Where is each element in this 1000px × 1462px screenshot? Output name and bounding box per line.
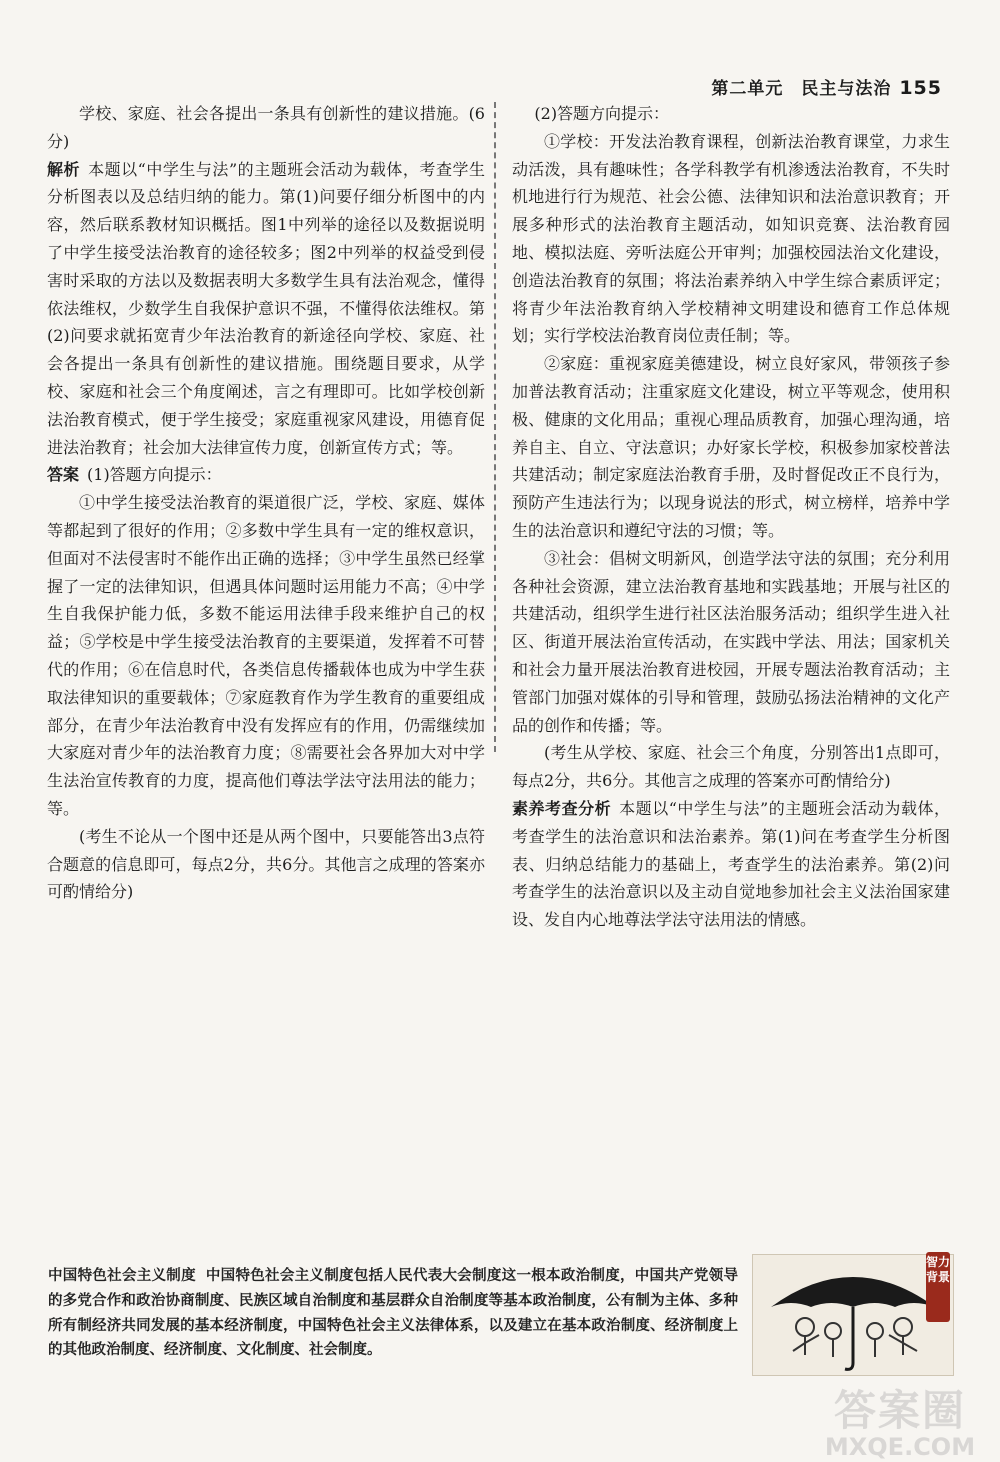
hint-heading: (2)答题方向提示：	[534, 104, 670, 123]
watermark-domain: MXQE.COM	[824, 1433, 976, 1461]
hint-society: ③社会：倡树文明新风，创造学法守法的氛围；充分利用各种社会资源，建立法治教育基地和实践基地；开展与社区的共建活动，组织学生进行社区法治服务活动；组织学生进入社区、街道开展法治宣传活动，在实践中学法、用法；国家机关和社会力量开展法治教育进校园，开展专题法治教育活动；主管部门加强对媒体的引导和管理，鼓励弘扬法治精神的文化产品的创作和传播；等。	[512, 548, 950, 735]
answer-body: ①中学生接受法治教育的渠道很广泛，学校、家庭、媒体等都起到了很好的作用；②多数中学生具有一定的维权意识，但面对不法侵害时不能作出正确的选择；③中学生虽然已经掌握了一定的法律知识，但遇具体问题时运用能力不高；④中学生自我保护能力低，多数不能运用法律手段来维护自己的权益；⑤学校是中学生接受法治教育的主要渠道，发挥着不可替代的作用；⑥在信息时代，各类信息传播载体也成为中学生获取法律知识的重要载体；⑦家庭教育作为学生教育的重要组成部分，在青少年法治教育中没有发挥应有的作用，仍需继续加大家庭对青少年的法治教育力度；⑧需要社会各界加大对中学生法治宣传教育的力度，提高他们尊法学法守法用法的能力；等。	[47, 493, 485, 818]
hint-school: ①学校：开发法治教育课程，创新法治教育课堂，力求生动活泼，具有趣味性；各学科教学有机渗透法治教育，不失时机地进行行为规范、社会公德、法律知识和法治意识教育；开展多种形式的法治教育主题活动，如知识竞赛、法治教育园地、模拟法庭、旁听法庭公开审判；加强校园法治文化建设，创造法治教育的氛围；将法治素养纳入中学生综合素质评定；将青少年法治教育纳入学校精神文明建设和德育工作总体规划；实行学校法治教育岗位责任制；等。	[512, 131, 950, 346]
left-column	[47, 100, 485, 906]
question-intro: 学校、家庭、社会各提出一条具有创新性的建议措施。(6分)	[47, 104, 485, 151]
hint-family: ②家庭：重视家庭美德建设，树立良好家风，带领孩子参加普法教育活动；注重家庭文化建设，树立平等观念，使用积极、健康的文化用品；重视心理品质教育，加强心理沟通，培养自主、自立、守法意识；办好家长学校，积极参加家校普法共建活动；制定家庭法治教育手册，及时督促改正不良行为，预防产生违法行为；以现身说法的形式，树立榜样，培养中学生的法治意识和遵纪守法的习惯；等。	[512, 354, 950, 540]
illustration-card	[752, 1254, 954, 1376]
analysis-paragraph	[47, 156, 485, 462]
site-watermark	[820, 1388, 980, 1460]
analysis-label: 解析	[47, 159, 81, 179]
literacy-paragraph	[512, 795, 950, 934]
answer-heading: (1)答题方向提示：	[87, 465, 222, 485]
note-text: 中国特色社会主义制度包括人民代表大会制度这一根本政治制度，中国共产党领导的多党合作和政治协商制度、民族区域自治制度和基层群众自治制度等基本政治制度，公有制为主体、多种所有制经济共同发展的基本经济制度，中国特色社会主义法律体系，以及建立在基本政治制度、经济制度上的其他政治制度、经济制度、文化制度、社会制度。	[48, 1267, 738, 1359]
unit-title: 第二单元 民主与法治	[711, 79, 892, 99]
hint-note: (考生从学校、家庭、社会三个角度，分别答出1点即可，每点2分，共6分。其他言之成理的答案亦可酌情给分)	[512, 743, 950, 791]
umbrella-illustration	[753, 1255, 953, 1375]
analysis-text: 本题以“中学生与法”的主题班会活动为载体，考查学生分析图表以及总结归纳的能力。第(1)问要仔细分析图中的内容，然后联系教材知识概括。图1中列举的途径以及数据说明了中学生接受法治教育的途径较多；图2中列举的权益受到侵害时采取的方法以及数据表明大多数学生具有法治观念，懂得依法维权，少数学生自我保护意识不强，不懂得依法维权。第(2)问要求就拓宽青少年法治教育的新途径向学校、家庭、社会各提出一条具有创新性的建议措施。围绕题目要求，从学校、家庭和社会三个角度阐述，言之有理即可。比如学校创新法治教育模式，便于学生接受；家庭重视家风建设，用德育促进法治教育；社会加大法律宣传力度，创新宣传方式；等。	[47, 159, 485, 457]
literacy-label: 素养考查分析	[512, 798, 612, 818]
answer-label: 答案	[47, 465, 80, 485]
column-divider	[494, 102, 496, 752]
right-column	[512, 100, 950, 934]
background-note	[48, 1264, 738, 1363]
page-number: 155	[899, 77, 942, 99]
zhili-beijing-badge: 智力背景	[926, 1252, 950, 1322]
watermark-logo-text: 答案圈	[833, 1386, 966, 1435]
answer-note: (考生不论从一个图中还是从两个图中，只要能答出3点符合题意的信息即可，每点2分，共6分。其他言之成理的答案亦可酌情给分)	[47, 826, 485, 902]
answer-heading-paragraph	[47, 461, 485, 489]
literacy-text: 本题以“中学生与法”的主题班会活动为载体，考查学生的法治意识和法治素养。第(1)问在考查学生分析图表、归纳总结能力的基础上，考查学生的法治素养。第(2)问考查学生的法治意识以及主动自觉地参加社会主义法治国家建设、发自内心地尊法学法守法用法的情感。	[512, 798, 950, 930]
page-header	[711, 74, 942, 99]
note-title: 中国特色社会主义制度	[48, 1267, 196, 1284]
